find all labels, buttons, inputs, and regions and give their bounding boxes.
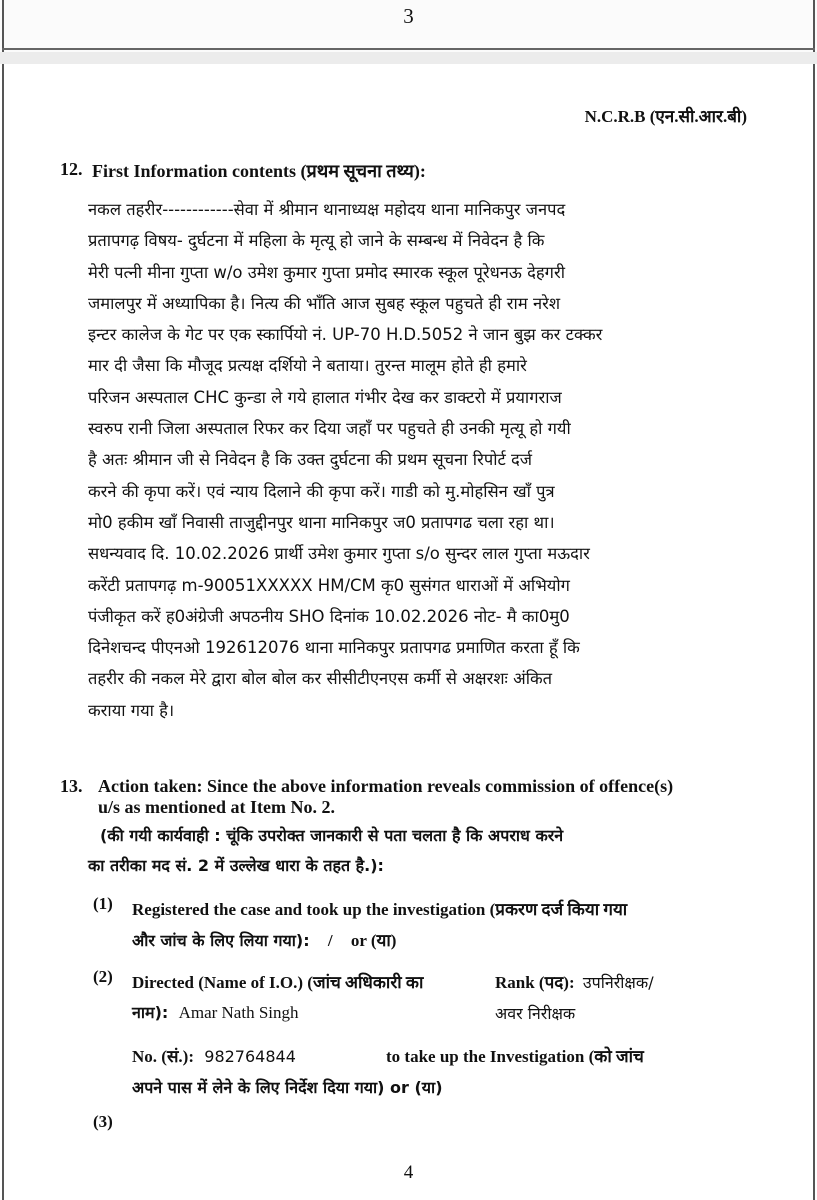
rank-value-line2: अवर निरीक्षक	[495, 1004, 576, 1023]
io-name-value: Amar Nath Singh	[178, 1003, 299, 1022]
item-1-line2-text: और जांच के लिए लिया गया):	[132, 931, 310, 950]
section-13-hindi-line2: का तरीका मद सं. 2 में उल्लेख धारा के तहत है.):	[88, 856, 384, 875]
page-border-left	[2, 64, 4, 1200]
fir-contents-text: नकल तहरीर------------सेवा में श्रीमान थानाध्यक्ष महोदय थाना मानिकपुर जनपद प्रतापगढ़ विषय- दुर्घटना में महिला के मृत्यू हो जाने के सम्बन्ध में निवेदन है कि मेरी पत्नी मीना गुप्ता w/o उमेश कुमार गुप्ता प्रमोद स्मारक स्कूल पूरेधनऊ देहगरी जमालपुर में अध्यापिका है। नित्य की भाँति आज सुबह स्कूल पहुचते ही राम नरेश इन्टर कालेज के गेट पर एक स्कार्पियो नं. UP-70 H.D.5052 ने जान बुझ कर टक्कर मार दी जैसा कि मौजूद प्रत्यक्ष दर्शियो ने बताया। तुरन्त मालूम होते ही हमारे परिजन अस्पताल CHC कुन्डा ले गये हालात गंभीर देख कर डाक्टरो में प्रयागराज स्वरुप रानी जिला अस्पताल रिफर कर दिया जहाँ पर पहुचते ही उनकी मृत्यू हो गयी है अतः श्रीमान जी से निवेदन है कि उक्त दुर्घटना की प्रथम सूचना रिपोर्ट दर्ज करने की कृपा करें। एवं न्याय दिलाने की कृपा करें। गाडी को मु.मोहसिन खाँ पुत्र मो0 हकीम खाँ निवासी ताजुद्दीनपुर थाना मानिकपुर ज0 प्रतापगढ चला रहा था। सधन्यवाद दि. 10.02.2026 प्रार्थी उमेश कुमार गुप्ता s/o सुन्दर लाल गुप्ता मऊदार करेंटी प्रतापगढ़ m-90051XXXXX HM/CM कृ0 सुसंगत धाराओं में अभियोग पंजीकृत करें ह0अंग्रेजी अपठनीय SHO दिनांक 10.02.2026 नोट- मै का0मु0 दिनेशचन्द पीएनओ 192612076 थाना मानिकपुर प्रतापगढ प्रमाणित करता हूँ कि तहरीर की नकल मेरे द्वारा बोल बोल कर सीसीटीएनएस कर्मी से अक्षरशः अंकित कराया गया है।	[88, 200, 603, 720]
previous-page-footer	[0, 0, 817, 52]
io-name-label: नाम):	[132, 1003, 169, 1022]
directed-line1: Directed (Name of I.O.) (जांच अधिकारी का	[132, 973, 424, 992]
item-1-slash: /	[327, 931, 333, 950]
take-up-line2: अपने पास में लेने के लिए निर्देश दिया गया) or (या)	[132, 1078, 443, 1097]
io-number-line	[132, 1044, 296, 1067]
section-13-hindi-line1: (की गयी कार्यवाही : चूंकि उपरोक्त जानकारी से पता चलता है कि अपराध करने	[100, 826, 564, 845]
item-1-or: or (या)	[350, 931, 397, 950]
section-13-number: 13.	[60, 776, 83, 796]
document-page	[0, 64, 817, 1200]
item-3-number: (3)	[93, 1112, 113, 1131]
ncrb-header: N.C.R.B (एन.सी.आर.बी)	[584, 107, 747, 126]
rank-value: उपनिरीक्षक/	[582, 973, 654, 992]
rank-line1	[495, 970, 654, 993]
item-1-line2	[132, 928, 396, 951]
previous-page-number: 3	[403, 4, 414, 28]
section-12-title: First Information contents (प्रथम सूचना तथ्य):	[92, 161, 426, 181]
item-2-number: (2)	[93, 967, 113, 986]
take-up-line1: to take up the Investigation (को जांच	[386, 1047, 644, 1066]
page-border-bottom	[2, 48, 815, 50]
io-number-value: 982764844	[204, 1047, 296, 1066]
page-number: 4	[403, 1162, 414, 1183]
item-1-line1: Registered the case and took up the investigation (प्रकरण दर्ज किया गया	[132, 900, 628, 919]
section-13-title-line1: Action taken: Since the above information reveals commission of offence(s)	[98, 776, 674, 796]
io-number-label: No. (सं.):	[132, 1047, 195, 1066]
page-gap	[0, 52, 817, 64]
section-13-title-line2: u/s as mentioned at Item No. 2.	[98, 797, 335, 817]
rank-label: Rank (पद):	[495, 973, 575, 992]
section-12-number: 12.	[60, 159, 83, 179]
page-border-right	[813, 64, 815, 1200]
item-1-number: (1)	[93, 894, 113, 913]
directed-line2	[132, 1001, 299, 1023]
